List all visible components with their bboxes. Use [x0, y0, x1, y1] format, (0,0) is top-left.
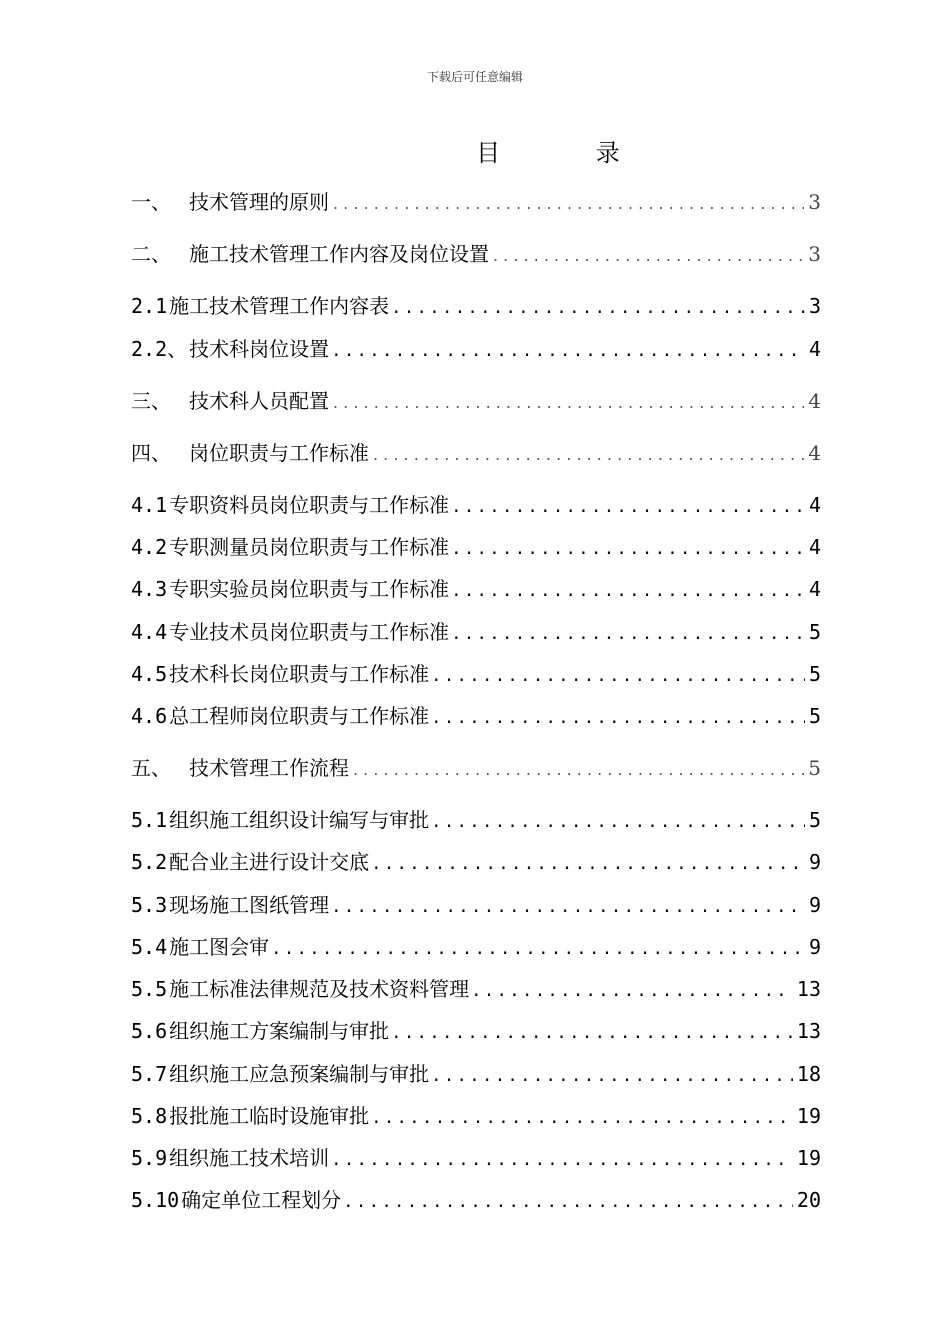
toc-entry-page: 3: [808, 242, 821, 266]
toc-entry-title: 施工图会审: [169, 935, 270, 959]
toc-entry-number: 5.2: [131, 850, 168, 874]
toc-entry-title: 施工标准法律规范及技术资料管理: [169, 977, 470, 1001]
toc-entry-number: 5.4: [131, 935, 168, 959]
toc-entry-title: 组织施工技术培训: [169, 1146, 330, 1170]
toc-entry-number: 二、: [131, 242, 171, 266]
toc-entry-page: 20: [796, 1188, 821, 1212]
toc-entry-number: 5.1: [131, 808, 168, 832]
toc-entry[interactable]: [131, 755, 821, 783]
toc-entry-title: 确定单位工程划分: [181, 1188, 342, 1212]
toc-dot-leader: [353, 757, 804, 783]
toc-entry-number: 5.10: [131, 1188, 180, 1212]
toc-entry-number: 5.8: [131, 1104, 168, 1128]
toc-entry[interactable]: [131, 1061, 821, 1087]
toc-entry-title: 施工技术管理工作内容表: [169, 294, 390, 318]
toc-entry-page: 13: [796, 1019, 821, 1043]
toc-entry-number: 5.9: [131, 1146, 168, 1170]
toc-entry-title: 专职测量员岗位职责与工作标准: [169, 535, 450, 559]
toc-entry-page: 18: [796, 1062, 821, 1086]
toc-entry-page: 4: [808, 389, 821, 413]
toc-entry-page: 5: [808, 662, 821, 686]
toc-entry[interactable]: [131, 849, 821, 875]
toc-entry-page: 5: [808, 808, 821, 832]
toc-entry-page: 4: [808, 577, 821, 601]
toc-entry[interactable]: [131, 934, 821, 960]
toc-dot-leader: [453, 534, 805, 560]
toc-entry[interactable]: [131, 534, 821, 560]
toc-entry-page: 4: [808, 441, 821, 465]
toc-entry[interactable]: [131, 336, 821, 362]
toc-dot-leader: [433, 661, 805, 687]
toc-entry[interactable]: [131, 440, 821, 468]
toc-entry-number: 4.1: [131, 493, 168, 517]
toc-entry-page: 5: [808, 704, 821, 728]
toc-entry[interactable]: [131, 189, 821, 217]
toc-dot-leader: [453, 492, 805, 518]
toc-entry[interactable]: [131, 703, 821, 729]
toc-dot-leader: [433, 703, 805, 729]
toc-entry-number: 五、: [131, 756, 171, 780]
toc-entry-page: 5: [808, 620, 821, 644]
toc-entry-title: 技术科岗位设置: [189, 337, 330, 361]
toc-entry-title: 专业技术员岗位职责与工作标准: [169, 620, 450, 644]
toc-entry-page: 3: [808, 294, 821, 318]
toc-entry-number: 2.1: [131, 294, 168, 318]
toc-entry-number: 4.2: [131, 535, 168, 559]
toc-title: 目 录: [476, 139, 664, 167]
toc-entry-page: 3: [808, 190, 821, 214]
toc-entry[interactable]: [131, 892, 821, 918]
toc-dot-leader: [433, 1061, 793, 1087]
toc-entry-title: 配合业主进行设计交底: [169, 850, 370, 874]
toc-entry-number: 2.2、: [131, 337, 188, 361]
toc-dot-leader: [333, 892, 805, 918]
toc-entry-title: 岗位职责与工作标准: [189, 441, 369, 465]
toc-dot-leader: [345, 1187, 793, 1213]
toc-dot-leader: [333, 336, 805, 362]
toc-entry-number: 5.7: [131, 1062, 168, 1086]
toc-dot-leader: [373, 442, 804, 468]
toc-entry-number: 5.5: [131, 977, 168, 1001]
toc-dot-leader: [393, 293, 805, 319]
toc-dot-leader: [493, 243, 804, 269]
toc-entry[interactable]: [131, 661, 821, 687]
toc-dot-leader: [333, 1145, 793, 1171]
toc-dot-leader: [373, 1103, 793, 1129]
toc-entry-page: 19: [796, 1104, 821, 1128]
toc-entry-title: 专职实验员岗位职责与工作标准: [169, 577, 450, 601]
toc-dot-leader: [453, 576, 805, 602]
toc-dot-leader: [433, 807, 805, 833]
toc-entry[interactable]: [131, 1103, 821, 1129]
toc-entry-title: 技术科人员配置: [189, 389, 329, 413]
toc-entry-number: 一、: [131, 190, 171, 214]
toc-entry-page: 4: [808, 337, 821, 361]
toc-entry-page: 9: [808, 893, 821, 917]
toc-entry-page: 9: [808, 850, 821, 874]
toc-entry[interactable]: [131, 1145, 821, 1171]
toc-entry-number: 三、: [131, 389, 171, 413]
toc-entry-page: 4: [808, 535, 821, 559]
toc-entry[interactable]: [131, 388, 821, 416]
toc-dot-leader: [333, 390, 804, 416]
toc-entry[interactable]: [131, 976, 821, 1002]
toc-entry[interactable]: [131, 1187, 821, 1213]
toc-dot-leader: [333, 191, 804, 217]
toc-entry[interactable]: [131, 293, 821, 319]
toc-entry-page: 19: [796, 1146, 821, 1170]
toc-entry-title: 组织施工应急预案编制与审批: [169, 1062, 430, 1086]
toc-entry-title: 总工程师岗位职责与工作标准: [169, 704, 430, 728]
toc-entry-page: 13: [796, 977, 821, 1001]
toc-entry-title: 现场施工图纸管理: [169, 893, 330, 917]
toc-entry-number: 4.4: [131, 620, 168, 644]
toc-entry[interactable]: [131, 807, 821, 833]
toc-entry-number: 5.3: [131, 893, 168, 917]
toc-entry-title: 专职资料员岗位职责与工作标准: [169, 493, 450, 517]
toc-dot-leader: [393, 1018, 793, 1044]
toc-entry-page: 4: [808, 493, 821, 517]
toc-dot-leader: [453, 619, 805, 645]
toc-entry-title: 组织施工方案编制与审批: [169, 1019, 390, 1043]
toc-entry-title: 施工技术管理工作内容及岗位设置: [189, 242, 489, 266]
toc-entry-page: 5: [808, 756, 821, 780]
toc-entry-title: 技术管理的原则: [189, 190, 329, 214]
toc-entry[interactable]: [131, 1018, 821, 1044]
toc-entry-title: 技术管理工作流程: [189, 756, 349, 780]
toc-entry-number: 4.6: [131, 704, 168, 728]
toc-entry-number: 4.5: [131, 662, 168, 686]
toc-entry[interactable]: [131, 241, 821, 269]
toc-dot-leader: [273, 934, 805, 960]
toc-entry-number: 5.6: [131, 1019, 168, 1043]
toc-entry[interactable]: [131, 492, 821, 518]
page-header-note: 下载后可任意编辑: [426, 70, 523, 84]
toc-entry-number: 四、: [131, 441, 171, 465]
toc-dot-leader: [473, 976, 793, 1002]
toc-entry[interactable]: [131, 619, 821, 645]
toc-dot-leader: [373, 849, 805, 875]
toc-entry-number: 4.3: [131, 577, 168, 601]
toc-entry[interactable]: [131, 576, 821, 602]
toc-entry-title: 技术科长岗位职责与工作标准: [169, 662, 430, 686]
toc-entry-page: 9: [808, 935, 821, 959]
toc-entry-title: 组织施工组织设计编写与审批: [169, 808, 430, 832]
toc-entry-title: 报批施工临时设施审批: [169, 1104, 370, 1128]
